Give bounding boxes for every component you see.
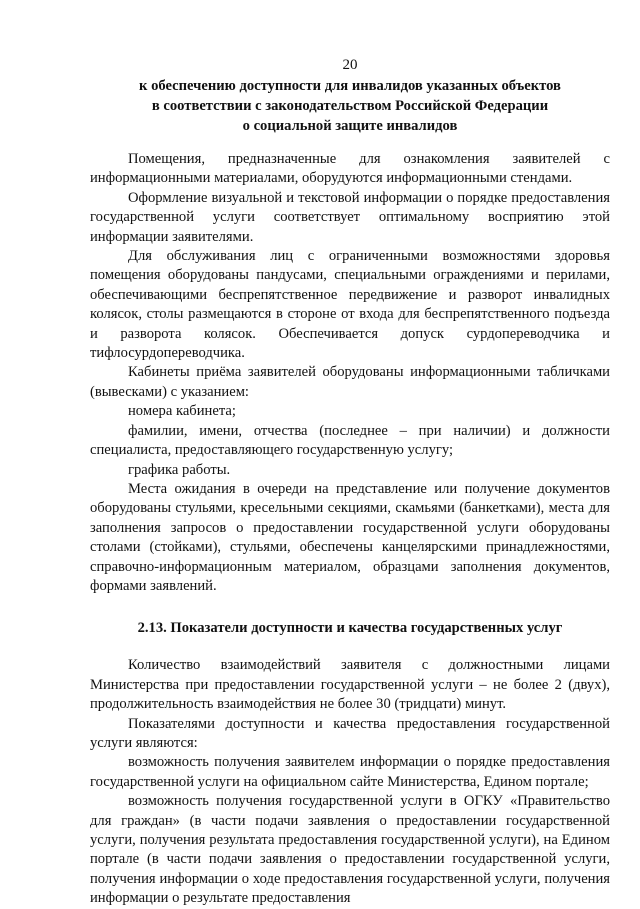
list-item: возможность получения заявителем информации о порядке предоставления государственной услуги на официальном сайте Министерства, Едином портале; (90, 754, 610, 790)
heading-line: к обеспечению доступности для инвалидов указанных объектов (139, 78, 561, 94)
heading-line: в соответствии с законодательством Российской Федерации (151, 98, 549, 114)
paragraph: Оформление визуальной и текстовой информации о порядке предоставления государственной услуги соответствует оптимальному восприятию этой информации заявителями. (90, 189, 610, 245)
section-heading (90, 76, 610, 136)
list-item: графика работы. (128, 461, 231, 478)
list-item: номера кабинета; (128, 403, 236, 420)
list-item: возможность получения государственной услуги в ОГКУ «Правительство для граждан» (в части подачи заявления о предоставлении государственной услуги, получения результата предоставления государственной услуги), на Едином портале (в части подачи заявления о предоставлении государственной услуги, получения информации о ходе предоставления государственной услуги, получения информации о результате предоставления (90, 793, 610, 907)
heading-line: о социальной защите инвалидов (242, 118, 458, 134)
paragraph: Для обслуживания лиц с ограниченными возможностями здоровья помещения оборудованы пандусами, специальными ограждениями и перилами, обеспечивающими беспрепятственное передвижение и разворот инвалидных колясок, столы размещаются в стороне от входа для беспрепятственного подъезда и разворота колясок. Обеспечивается допуск сурдопереводчика и тифлосурдопереводчика. (90, 248, 610, 362)
paragraph: Кабинеты приёма заявителей оборудованы информационными табличками (вывесками) с указанием: (90, 364, 610, 400)
list-item: фамилии, имени, отчества (последнее – при наличии) и должности специалиста, предоставляющего государственную услугу; (90, 422, 610, 459)
section-title: 2.13. Показатели доступности и качества государственных услуг (137, 620, 563, 637)
paragraph: Показателями доступности и качества предоставления государственной услуги являются: (90, 715, 610, 751)
paragraph: Места ожидания в очереди на представление или получение документов оборудованы стульями, кресельными секциями, скамьями (банкетками), места для заполнения запросов о предоставлении государственной услуги оборудованы столами (стойками), стульями, обеспечены канцелярскими принадлежностями, справочно-информационным материалом, образцами заполнения документов, формами заявлений. (90, 480, 610, 594)
body-text-bottom (90, 656, 610, 908)
paragraph: Помещения, предназначенные для ознакомления заявителей с информационными материалами, оборудуются информационными стендами. (90, 151, 610, 187)
body-text-top (90, 150, 610, 596)
page-number: 20 (342, 57, 358, 73)
paragraph: Количество взаимодействий заявителя с должностными лицами Министерства при предоставлении государственной услуги – не более 2 (двух), продолжительность взаимодействия не более 30 (тридцати) минут. (90, 657, 610, 713)
